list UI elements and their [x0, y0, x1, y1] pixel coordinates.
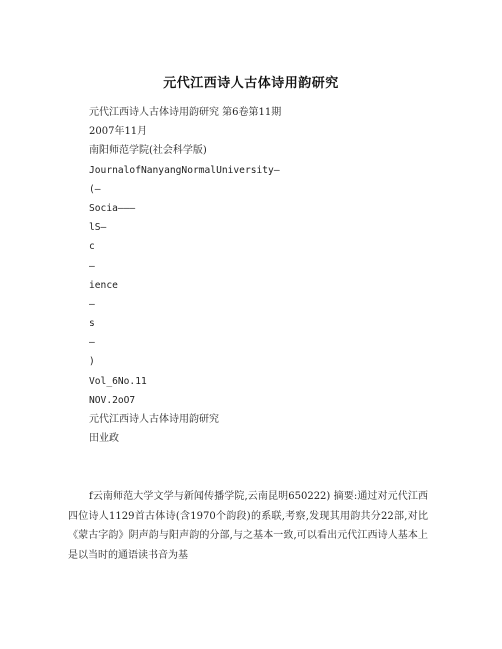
- text-line: 2007年11月: [89, 126, 148, 138]
- text-line: ): [89, 356, 95, 368]
- text-line: NOV.2oO7: [89, 394, 136, 406]
- text-line: 元代江西诗人古体诗用韵研究: [89, 414, 219, 425]
- text-line: lS—: [89, 222, 107, 234]
- document-body: [89, 103, 469, 448]
- text-line: Vol_6No.11: [89, 375, 147, 387]
- document-title: 元代江西诗人古体诗用韵研究: [163, 76, 339, 91]
- text-line: Socia———: [89, 202, 136, 214]
- abstract-paragraph: f云南师范大学文学与新闻传播学院,云南昆明650222) 摘要:通过对元代江西四位诗人1129首古体诗(含1970个韵段)的系联,考察,发现其用韵共分22部,对比《蒙古字韵》阴声韵与阳声韵的分部,与之基本一致,可以看出元代江西诗人基本上是以当时的通语读书音为基: [68, 491, 428, 561]
- text-line: —: [89, 298, 95, 310]
- text-line: ience: [89, 279, 118, 291]
- text-line: s: [89, 318, 95, 330]
- text-line: —: [89, 337, 95, 349]
- text-line: (—: [89, 183, 101, 195]
- text-line: c: [89, 241, 95, 253]
- text-line: 南阳师范学院(社会科学版): [89, 145, 207, 157]
- author-line: 田业政: [89, 433, 119, 445]
- text-line: 元代江西诗人古体诗用韵研究 第6卷第11期: [89, 107, 282, 118]
- text-line: —: [89, 260, 95, 272]
- text-line: JournalofNanyangNormalUniversity—: [89, 164, 280, 176]
